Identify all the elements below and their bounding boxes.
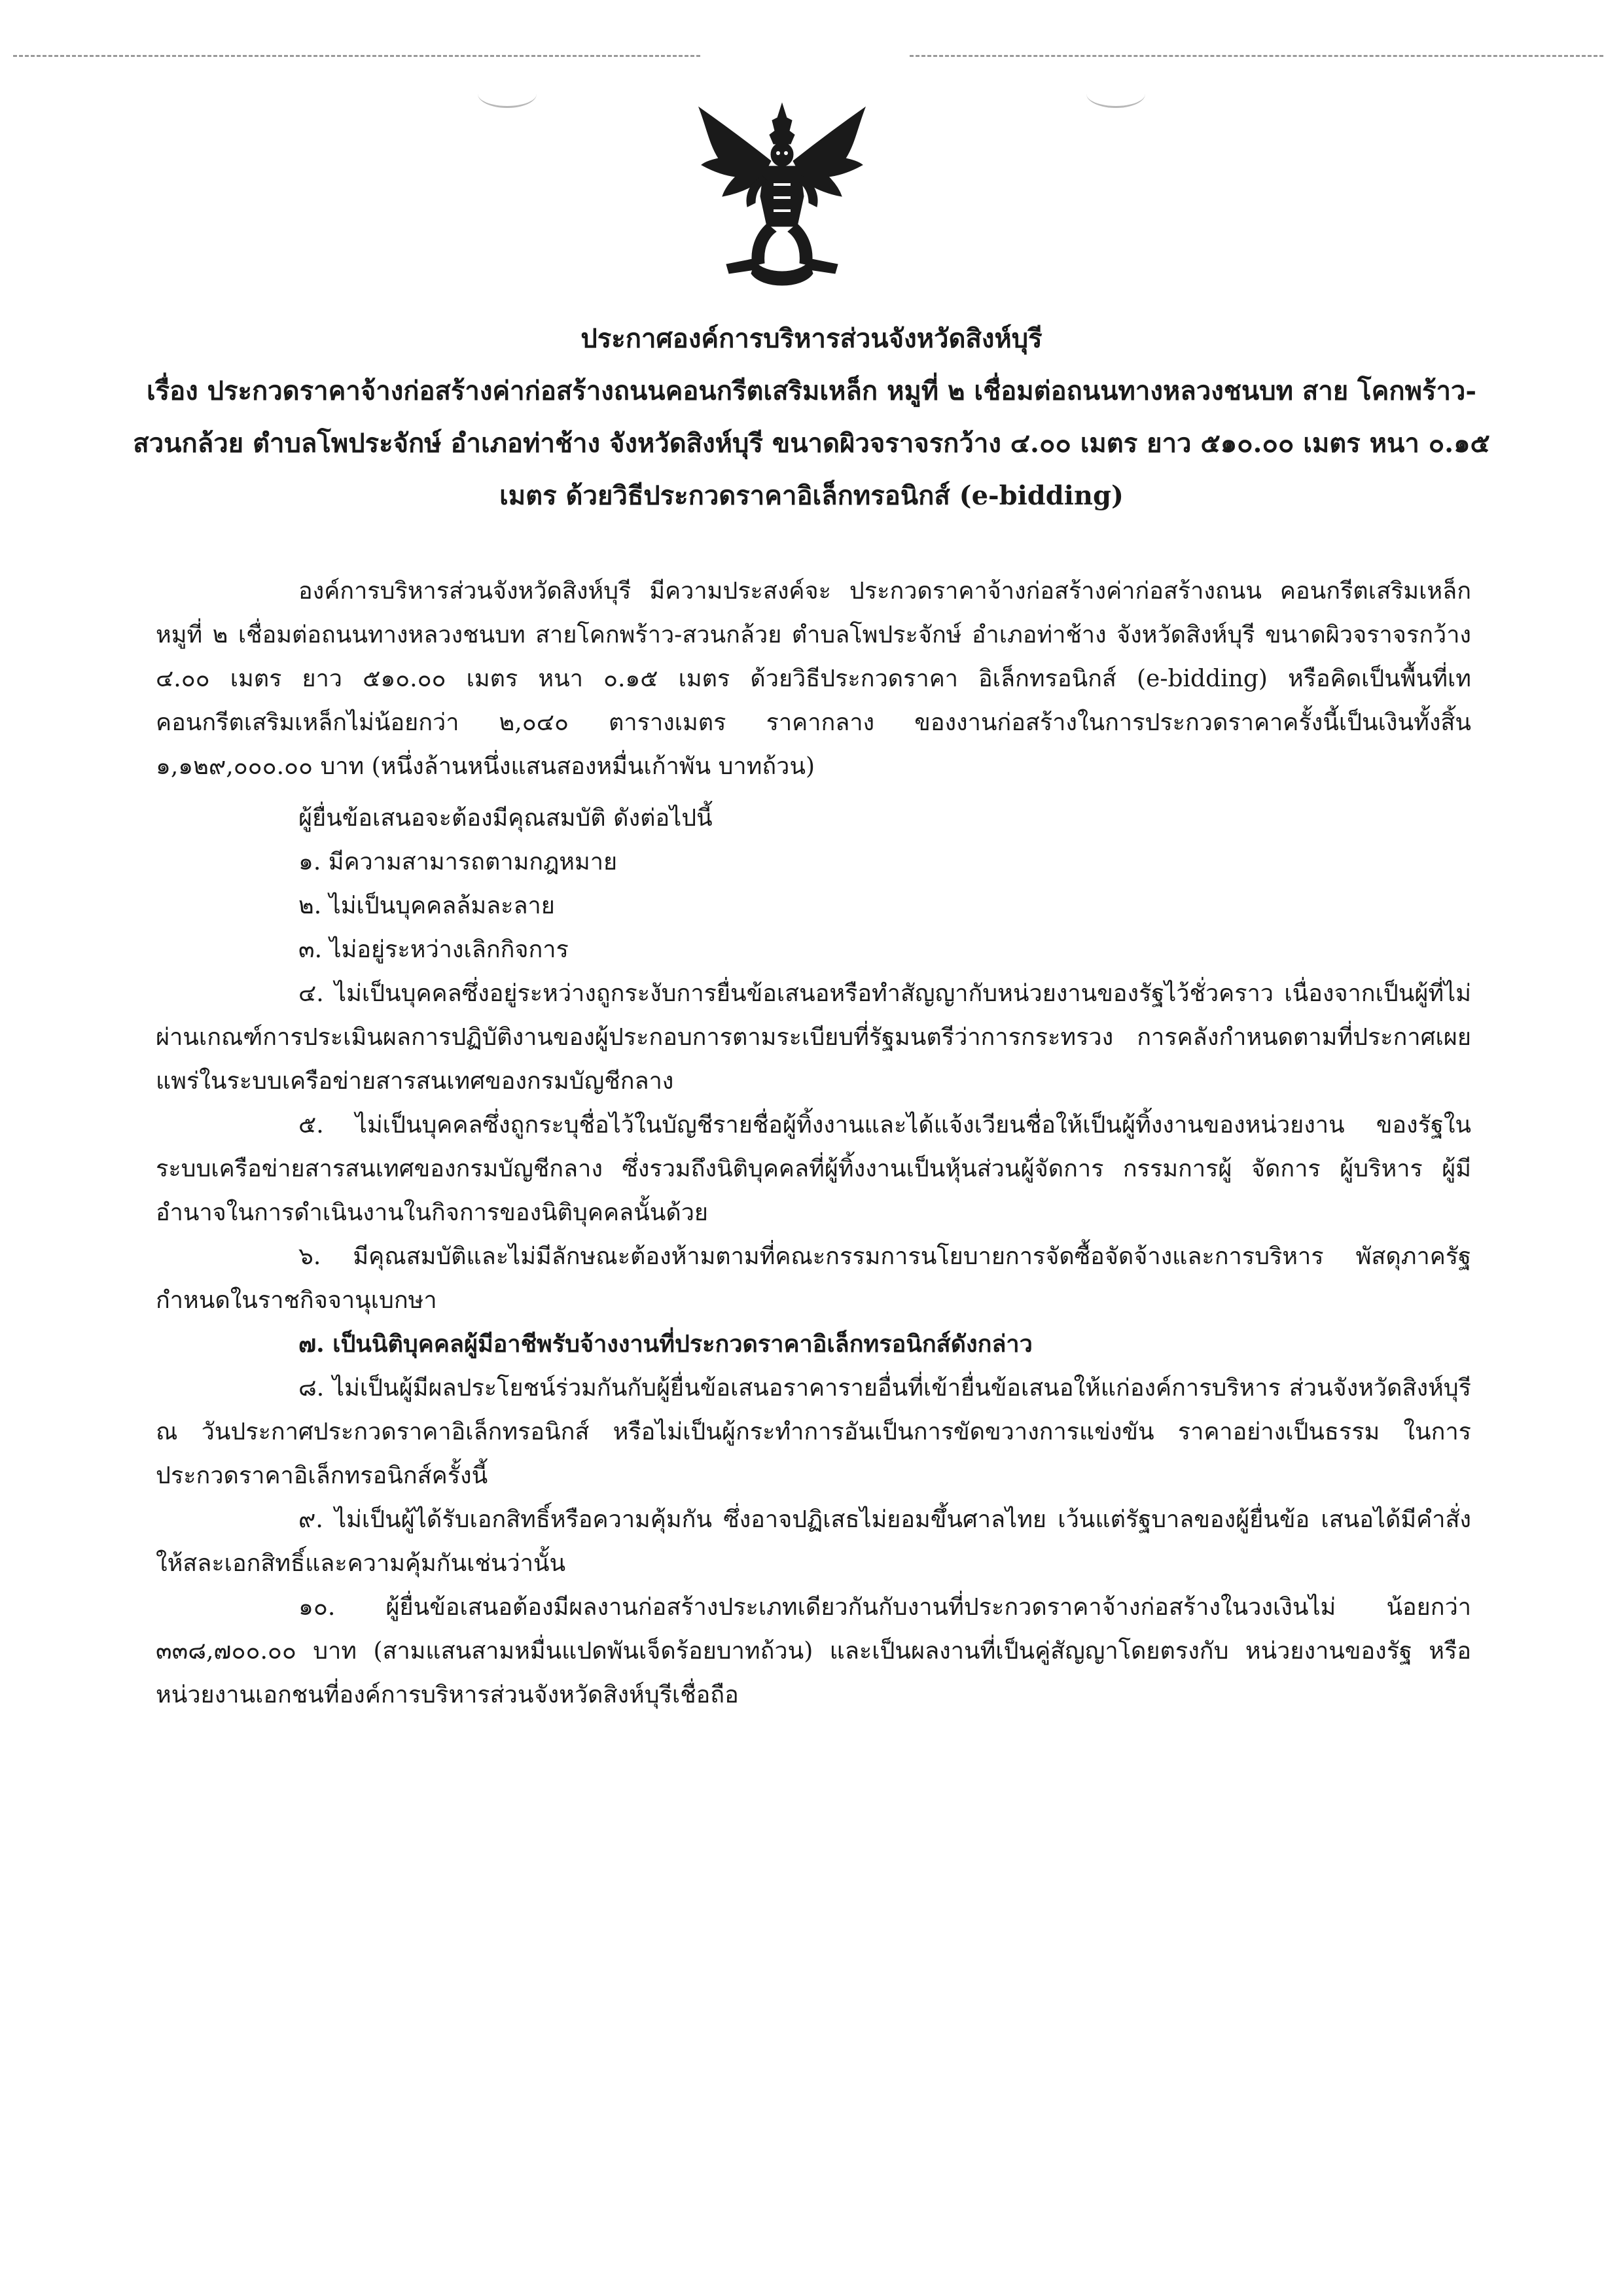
announcement-issuer: ประกาศองค์การบริหารส่วนจังหวัดสิงห์บุรี: [580, 323, 1043, 354]
qualification-item: ๒. ไม่เป็นบุคคลล้มละลาย: [298, 892, 555, 919]
qualification-item: ๑. มีความสามารถตามกฎหมาย: [298, 849, 618, 875]
qualification-lead: ผู้ยื่นข้อเสนอจะต้องมีคุณสมบัติ ดังต่อไปนี้: [298, 805, 713, 832]
scan-edge-line: [910, 55, 1603, 57]
qualification-item: ๕. ไม่เป็นบุคคลซึ่งถูกระบุชื่อไว้ในบัญชีรายชื่อผู้ทิ้งงานและได้แจ้งเวียนชื่อให้เป็นผู้ทิ้งงานของหน่วยงาน ของรัฐในระบบเครือข่ายสารสนเทศของกรมบัญชีกลาง ซึ่งรวมถึงนิติบุคคลที่ผู้ทิ้งงานเป็นหุ้นส่วนผู้จัดการ กรรมการผู้ จัดการ ผู้บริหาร ผู้มีอำนาจในการดำเนินงานในกิจการของนิติบุคคลนั้นด้วย: [156, 1112, 1471, 1226]
announcement-body: [156, 569, 1471, 1717]
announcement-subject: เรื่อง ประกวดราคาจ้างก่อสร้างค่าก่อสร้างถนนคอนกรีตเสริมเหล็ก หมูที่ ๒ เชื่อมต่อถนนทางหลวงชนบท สาย โคกพร้าว-สวนกล้วย ตำบลโพประจักษ์ อำเภอท่าช้าง จังหวัดสิงห์บุรี ขนาดผิวจราจรกว้าง ๔.๐๐ เมตร ยาว ๕๑๐.๐๐ เมตร หนา ๐.๑๕ เมตร ด้วยวิธีประกวดราคาอิเล็กทรอนิกส์ (e-bidding): [133, 376, 1490, 511]
qualification-item: ๖. มีคุณสมบัติและไม่มีลักษณะต้องห้ามตามที่คณะกรรมการนโยบายการจัดซื้อจัดจ้างและการบริหาร พัสดุภาครัฐกำหนดในราชกิจจานุเบกษา: [156, 1243, 1471, 1314]
qualification-item: ๑๐. ผู้ยื่นข้อเสนอต้องมีผลงานก่อสร้างประเภทเดียวกันกับงานที่ประกวดราคาจ้างก่อสร้างในวงเงินไม่ น้อยกว่า ๓๓๘,๗๐๐.๐๐ บาท (สามแสนสามหมื่นแปดพันเจ็ดร้อยบาทถ้วน) และเป็นผลงานที่เป็นคู่สัญญาโดยตรงกับ หน่วยงานของรัฐ หรือหน่วยงานเอกชนที่องค์การบริหารส่วนจังหวัดสิงห์บุรีเชื่อถือ: [156, 1594, 1471, 1708]
qualification-item: ๔. ไม่เป็นบุคคลซึ่งอยู่ระหว่างถูกระงับการยื่นข้อเสนอหรือทำสัญญากับหน่วยงานของรัฐไว้ชั่วคราว เนื่องจากเป็นผู้ที่ไม่ผ่านเกณฑ์การประเมินผลการปฏิบัติงานของผู้ประกอบการตามระเบียบที่รัฐมนตรีว่าการกระทรวง การคลังกำหนดตามที่ประกาศเผยแพร่ในระบบเครือข่ายสารสนเทศของกรมบัญชีกลาง: [156, 980, 1471, 1095]
scan-edge-line: [13, 55, 700, 57]
qualification-item: ๗. เป็นนิติบุคคลผู้มีอาชีพรับจ้างงานที่ประกวดราคาอิเล็กทรอนิกส์ดังกล่าว: [298, 1330, 1033, 1358]
garuda-emblem-icon: [687, 98, 877, 294]
punch-hole-mark: [478, 80, 537, 108]
intro-paragraph: องค์การบริหารส่วนจังหวัดสิงห์บุรี มีความประสงค์จะ ประกวดราคาจ้างก่อสร้างค่าก่อสร้างถนน คอนกรีตเสริมเหล็ก หมูที่ ๒ เชื่อมต่อถนนทางหลวงชนบท สายโคกพร้าว-สวนกล้วย ตำบลโพประจักษ์ อำเภอท่าช้าง จังหวัดสิงห์บุรี ขนาดผิวจราจรกว้าง ๔.๐๐ เมตร ยาว ๕๑๐.๐๐ เมตร หนา ๐.๑๕ เมตร ด้วยวิธีประกวดราคา อิเล็กทรอนิกส์ (e-bidding) หรือคิดเป็นพื้นที่เทคอนกรีตเสริมเหล็กไม่น้อยกว่า ๒,๐๔๐ ตารางเมตร ราคากลาง ของงานก่อสร้างในการประกวดราคาครั้งนี้เป็นเงินทั้งสิ้น ๑,๑๒๙,๐๐๐.๐๐ บาท (หนึ่งล้านหนึ่งแสนสองหมื่นเก้าพัน บาทถ้วน): [156, 578, 1471, 780]
punch-hole-mark: [1086, 80, 1145, 108]
qualification-item: ๙. ไม่เป็นผู้ได้รับเอกสิทธิ์หรือความคุ้มกัน ซึ่งอาจปฏิเสธไม่ยอมขึ้นศาลไทย เว้นแต่รัฐบาลของผู้ยื่นข้อ เสนอได้มีคำสั่งให้สละเอกสิทธิ์และความคุ้มกันเช่นว่านั้น: [156, 1506, 1471, 1577]
qualification-item: ๓. ไม่อยู่ระหว่างเลิกกิจการ: [298, 936, 569, 963]
qualification-item: ๘. ไม่เป็นผู้มีผลประโยชน์ร่วมกันกับผู้ยื่นข้อเสนอราคารายอื่นที่เข้ายื่นข้อเสนอให้แก่องค์การบริหาร ส่วนจังหวัดสิงห์บุรี ณ วันประกาศประกวดราคาอิเล็กทรอนิกส์ หรือไม่เป็นผู้กระทำการอันเป็นการขัดขวางการแข่งขัน ราคาอย่างเป็นธรรม ในการประกวดราคาอิเล็กทรอนิกส์ครั้งนี้: [156, 1375, 1471, 1489]
